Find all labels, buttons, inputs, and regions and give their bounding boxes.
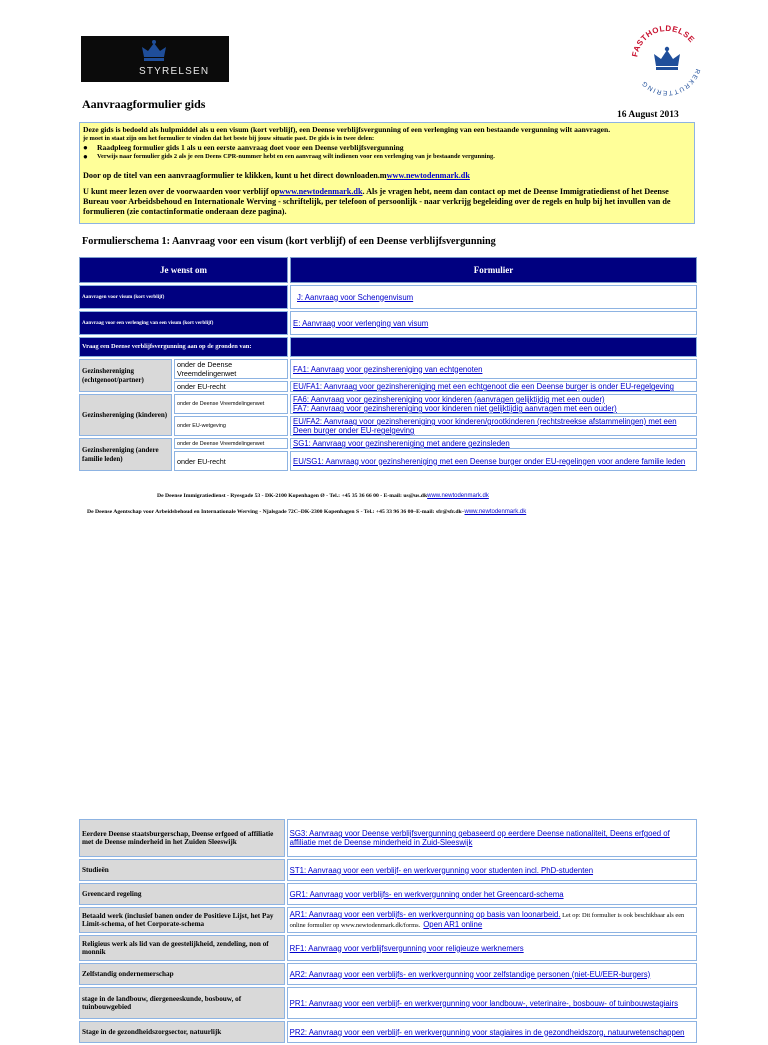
form-link[interactable]: GR1: Aanvraag voor verblijfs- en werkvergunning onder het Greencard-schema [289,889,564,899]
form-link-cell [290,359,697,379]
form-link-cell [290,451,697,471]
table-row [79,987,697,1019]
crown-icon [139,39,169,63]
row-label: Zelfstandig ondernemerschap [79,963,285,985]
seal-bottom-text: REKRUTTERING [640,67,701,97]
row-label: Betaald werk (inclusief banen onder de Positieve Lijst, het Pay Limit-schema, of het Corporate-schema [79,907,285,933]
form-link-eu-fa1[interactable]: EU/FA1: Aanvraag voor gezinshereniging met een echtgenoot die een Deense burger is onder EU-regelgeving [293,382,674,391]
form-link[interactable]: RF1: Aanvraag voor verblijfsvergunning voor religieuze werknemers [289,943,524,953]
newtodenmark-link[interactable]: www.newtodenmark.dk [464,509,527,515]
row-label-residence: Vraag een Deense verblijfsvergunning aan op de gronden van: [79,337,288,357]
download-text: Door op de titel van een aanvraagformulier te klikken, kunt u het direct downloaden.m [83,171,387,180]
sub-label-eu-law: onder EU-recht [174,381,288,392]
footer-text: De Deense Immigratiedienst - Ryesgade 53 - DK-2100 Kopenhagen Ø - Tel.: +45 35 36 66 00 - E-mail: us@us.dk [157,493,428,499]
styrelsen-logo [81,36,229,82]
form-link-cell [287,935,697,961]
open-online-link[interactable]: Open AR1 online [423,920,483,929]
footer-immigration-service [157,493,489,499]
form-link[interactable]: PR2: Aanvraag voor een verblijf- en werkvergunning voor stagiaires in de gezondheidszorg, natuurwetenschappen [289,1027,685,1037]
row-label: stage in de landbouw, diergeneeskunde, bosbouw, of tuinbouwgebied [79,987,285,1019]
form-link-sg1[interactable]: SG1: Aanvraag voor gezinshereniging met andere gezinsleden [293,439,510,448]
svg-text:REKRUTTERING [640,68,701,96]
form-table-2-body [79,819,697,1043]
row-label-visa-extension: Aanvraag voor een verlenging van een visum (kort verblijf) [79,311,288,335]
table-row [79,1021,697,1043]
row-label: Studieën [79,859,285,881]
newtodenmark-link[interactable]: www.newtodenmark.dk [386,171,470,180]
intro-line-2: je moet in staat zijn om het formulier te vinden dat het beste bij jouw situatie past. De gids is in twee delen: [83,135,375,142]
form-link-fa7[interactable]: FA7: Aanvraag voor gezinshereniging voor kinderen niet gelijktijdig aanvragen met een ouder) [293,404,617,413]
form-link-eu-sg1[interactable]: EU/SG1: Aanvraag voor gezinshereniging met een Deense burger onder EU-regelingen voor andere familie leden [293,456,686,466]
sub-label-danish-law: onder de Deense Vreemdelingenwet [174,359,288,379]
intro-box [79,122,695,224]
seal-icon [624,18,710,104]
table-row [79,963,697,985]
form-link-cell [287,907,697,933]
bullet-icon: ● [83,143,88,152]
group-label-children: Gezinshereniging (kinderen) [79,394,172,436]
form-link-cell [290,285,697,309]
form-link-cell [290,438,697,449]
form-link[interactable]: AR2: Aanvraag voor een verblijfs- en werkvergunning voor zelfstandige personen (niet-EU/EER-burgers) [289,969,651,979]
form-note: Let op: Dit formulier is ook beschikbaar als een online formulier op www.newtodenmark.dk/forms. [289,912,685,929]
table-row [79,907,697,933]
svg-text:FASTHOLDELSE [630,24,696,58]
intro-download-paragraph [83,171,691,180]
form-link[interactable]: PR1: Aanvraag voor een verblijf- en werkvergunning voor landbouw-, veterinaire-, bosbouw- of tuinbouwstagiairs [289,998,678,1008]
form-link-cell [290,311,697,335]
footer-text: De Deense Agentschap voor Arbeidsbehoud en Internationale Werving - Njalsgade 72C–DK-2300 Kopenhagen S - Tel.: +45 33 96 36 00–E-mail: sfr@sfr.dk– [87,509,465,515]
form-link[interactable]: SG3: Aanvraag voor Deense verblijfsvergunning gebaseerd op eerdere Deense nationaliteit, Deens erfgoed of affiliatie met de Deense minderheid in Zuid-Sleeswijk [289,829,670,847]
intro-bullet-2 [83,152,691,161]
logo-text: STYRELSEN [139,66,210,77]
form-link-fa1[interactable]: FA1: Aanvraag voor gezinshereniging van echtgenoten [293,364,483,374]
column-header-wish: Je wenst om [79,257,288,283]
form-link-cell [287,859,697,881]
form-link-eu-fa2[interactable]: EU/FA2: Aanvraag voor gezinshereniging voor kinderen/grootkinderen (rechtstreekse afstammelingen) met een Deen burger onder EU-regelgeving [293,417,677,435]
table-row [79,883,697,905]
form-link-cell [287,963,697,985]
form-link-cell [290,394,697,414]
form-table-1 [77,255,699,473]
form-link-e[interactable]: E: Aanvraag voor verlenging van visum [293,318,429,328]
form-link-cell [287,883,697,905]
form-link-cell [290,381,697,392]
form-link[interactable]: AR1: Aanvraag voor een verblijfs- en werkvergunning op basis van loonarbeid. [289,910,561,919]
sub-label-danish-law: onder de Deense Vreemdelingenwet [174,394,288,414]
sub-label-danish-law: onder de Deense Vreemdelingenwet [174,438,288,449]
table-row [79,859,697,881]
newtodenmark-link[interactable]: www.newtodenmark.dk [279,187,363,196]
form-link-cell [287,1021,697,1043]
intro-bullet-1 [83,143,691,152]
table-row [79,819,697,857]
contact-text-a: U kunt meer lezen over de voorwaarden voor verblijf op [83,187,280,196]
page-title: Aanvraagformulier gids [82,97,206,111]
intro-line-1: Deze gids is bedoeld als hulpmiddel als u een visum (kort verblijf), een Deense verblijfsvergunning of een verlenging van een bestaande vergunning wilt aanvragen. [83,125,611,134]
document-date: 16 August 2013 [617,110,679,120]
form-link-cell [287,819,697,857]
form-table-2 [77,817,699,1045]
seal-top-text: FASTHOLDELSE [630,23,697,58]
column-header-form: Formulier [290,257,697,283]
residence-header-cell [290,337,697,357]
bullet-text: Raadpleeg formulier gids 1 als u een eerste aanvraag doet voor een Deense verblijfsvergunning [97,143,404,152]
row-label: Greencard regeling [79,883,285,905]
schema-title: Formulierschema 1: Aanvraag voor een visum (kort verblijf) of een Deense verblijfsvergunning [82,236,496,247]
form-link[interactable]: ST1: Aanvraag voor een verblijf- en werkvergunning voor studenten incl. PhD-studenten [289,865,594,875]
sub-label-eu-law: onder EU-recht [174,451,288,471]
bullet-text: Verwijs naar formulier gids 2 als je een Deens CPR-nummer hebt en een aanvraag wilt indienen voor een verlenging van je bestaande vergunning. [97,153,495,160]
table-row [79,935,697,961]
form-link-cell [290,416,697,436]
form-link-cell [287,987,697,1019]
row-label: Stage in de gezondheidszorgsector, natuurlijk [79,1021,285,1043]
footer-recruitment-agency [87,509,526,515]
form-link-j[interactable]: J: Aanvraag voor Schengenvisum [297,292,414,302]
newtodenmark-link[interactable]: www.newtodenmark.dk [427,493,489,499]
intro-contact-paragraph [83,187,691,217]
contact-text-b: . Als je vragen hebt, neem dan contact op met de Deense Immigratiedienst of het Deense Bureau voor Arbeidsbehoud en Internationale Werving - schriftelijk, per telefoon of persoonlijk - naar verkrijg begeleiding over de regels en hulp bij het invullen van de formulieren (zie contactinformatie onderaan deze pagina). [83,187,671,216]
fastholdelse-seal-logo [624,18,710,104]
row-label: Religieus werk als lid van de geestelijkheid, zendeling, non of monnik [79,935,285,961]
row-label: Eerdere Deense staatsburgerschap, Deense erfgoed of affiliatie met de Deense minderheid in het Zuiden Sleeswijk [79,819,285,857]
group-label-other-family: Gezinshereniging (andere familie leden) [79,438,172,471]
sub-label-eu-law: onder EU-wetgeving [174,416,288,436]
row-label-visa: Aanvragen voor visum (kort verblijf) [79,285,288,309]
form-link-fa6[interactable]: FA6: Aanvraag voor gezinshereniging voor kinderen (aanvragen gelijktijdig met een ouder) [293,395,605,404]
group-label-spouse: Gezinshereniging (echtgenoot/partner) [79,359,172,392]
bullet-icon: ● [83,152,88,161]
